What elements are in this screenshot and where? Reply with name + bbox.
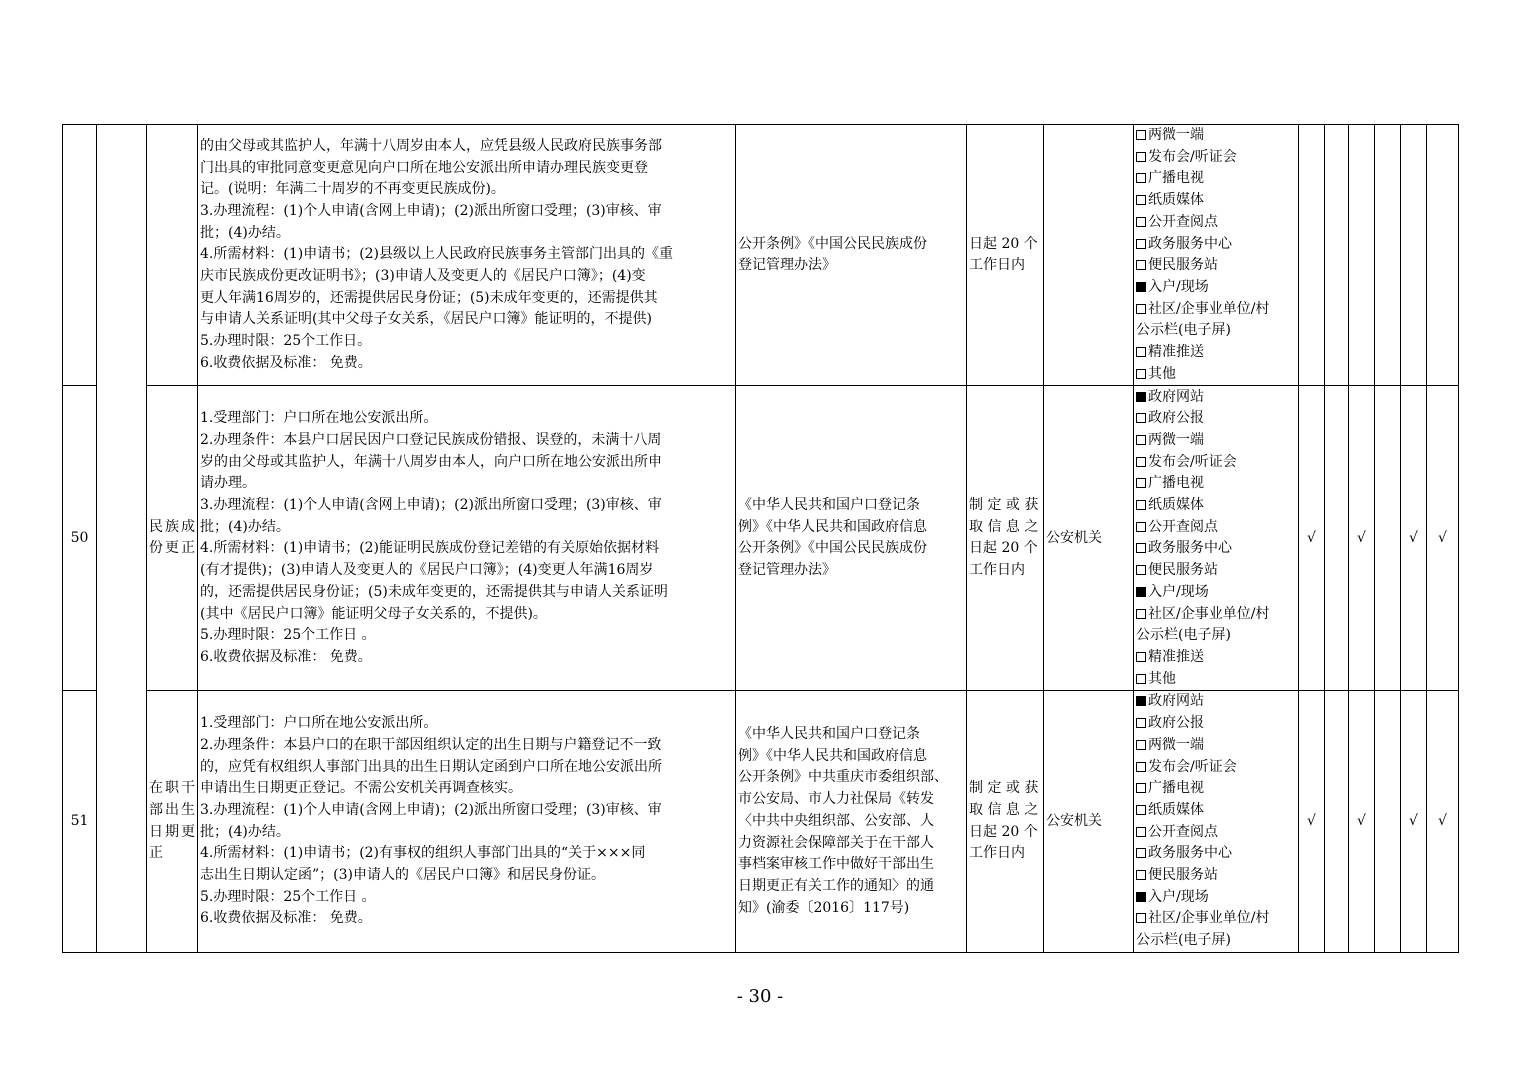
time-limit-line: 工作日内 bbox=[969, 562, 1025, 579]
content-line: 3.办理流程：(1)个人申请(含网上申请)；(2)派出所窗口受理；(3)审核、审 bbox=[200, 801, 662, 818]
channel-item bbox=[1136, 735, 1296, 757]
check-mark: √ bbox=[1357, 812, 1366, 829]
empty-box-icon bbox=[1136, 870, 1146, 880]
empty-box-icon bbox=[1136, 347, 1146, 357]
channel-label: 广播电视 bbox=[1148, 475, 1204, 492]
mark-cell bbox=[1299, 691, 1325, 952]
channel-label: 发布会/听证会 bbox=[1148, 453, 1237, 470]
channel-label: 政府网站 bbox=[1148, 693, 1204, 710]
basis-line: 例》《中华人民共和国政府信息 bbox=[738, 747, 927, 764]
empty-box-icon bbox=[1136, 173, 1146, 183]
channel-item bbox=[1136, 604, 1296, 626]
channel-label: 发布会/听证会 bbox=[1148, 758, 1237, 775]
subject: 公安机关 bbox=[1046, 529, 1102, 546]
mark-cell bbox=[1401, 691, 1427, 952]
channel-item bbox=[1136, 408, 1296, 430]
content-line: 的由父母或其监护人，年满十八周岁由本人，应凭县级人民政府民族事务部 bbox=[200, 137, 662, 154]
basis-line: 公开条例》中共重庆市委组织部、 bbox=[738, 769, 948, 786]
channel-item bbox=[1136, 908, 1296, 930]
table-row bbox=[63, 691, 1459, 952]
page-number: - 30 - bbox=[736, 986, 784, 1007]
channel-label: 便民服务站 bbox=[1148, 562, 1218, 579]
content-line: 的，还需提供居民身份证；(5)未成年变更的，还需提供其与申请人关系证明 bbox=[200, 583, 668, 600]
content-cell bbox=[198, 386, 736, 691]
channel-item bbox=[1136, 452, 1296, 474]
mark-cell bbox=[1299, 386, 1325, 691]
item-number-cell bbox=[63, 386, 97, 691]
content-line: 4.所需材料：(1)申请书；(2)能证明民族成份登记差错的有关原始依据材料 bbox=[200, 540, 660, 557]
channel-label: 广播电视 bbox=[1148, 170, 1204, 187]
channel-label: 其他 bbox=[1148, 670, 1176, 687]
time-limit-line: 取 信 息 之 bbox=[969, 518, 1039, 535]
disclosure-table bbox=[62, 124, 1459, 953]
check-mark: √ bbox=[1307, 529, 1316, 546]
content-cell bbox=[198, 125, 736, 386]
content-line: 5.办理时限：25个工作日 。 bbox=[200, 627, 376, 644]
checked-box-icon bbox=[1136, 696, 1146, 706]
empty-box-icon bbox=[1136, 457, 1146, 467]
basis-line: 登记管理办法》 bbox=[738, 562, 836, 579]
empty-box-icon bbox=[1136, 239, 1146, 249]
channel-item bbox=[1136, 387, 1296, 409]
channel-label: 两微一端 bbox=[1148, 431, 1204, 448]
mark-cell bbox=[1299, 125, 1325, 386]
basis-line: 日期更正有关工作的通知〉的通 bbox=[738, 877, 934, 894]
empty-box-icon bbox=[1136, 848, 1146, 858]
channels-cell bbox=[1134, 386, 1299, 691]
channel-label: 社区/企事业单位/村 bbox=[1148, 300, 1270, 317]
channel-label-cont: 公示栏(电子屏) bbox=[1136, 932, 1231, 949]
channel-item bbox=[1136, 822, 1296, 844]
channel-item bbox=[1136, 342, 1296, 364]
channel-label: 两微一端 bbox=[1148, 736, 1204, 753]
channel-item bbox=[1136, 364, 1296, 386]
channel-label: 广播电视 bbox=[1148, 780, 1204, 797]
item-name-cell bbox=[147, 386, 198, 691]
channel-label: 政府公报 bbox=[1148, 715, 1204, 732]
empty-box-icon bbox=[1136, 718, 1146, 728]
empty-box-icon bbox=[1136, 609, 1146, 619]
channel-label: 精准推送 bbox=[1148, 344, 1204, 361]
content-line: 记。(说明：年满二十周岁的不再变更民族成份)。 bbox=[200, 181, 505, 198]
channel-item bbox=[1136, 800, 1296, 822]
checked-box-icon bbox=[1136, 587, 1146, 597]
content-line: 3.办理流程：(1)个人申请(含网上申请)；(2)派出所窗口受理；(3)审核、审 bbox=[200, 497, 662, 514]
mark-cell bbox=[1375, 386, 1401, 691]
mark-cell bbox=[1349, 691, 1375, 952]
check-mark: √ bbox=[1357, 529, 1366, 546]
content-line: (其中《居民户口簿》能证明父母子女关系的，不提供)。 bbox=[200, 605, 547, 622]
subject-cell bbox=[1044, 125, 1134, 386]
content-line: 申请出生日期更正登记。不需公安机关再调查核实。 bbox=[200, 780, 522, 797]
channel-item bbox=[1136, 843, 1296, 865]
content-line: 批；(4)办结。 bbox=[200, 518, 290, 535]
basis-cell bbox=[736, 691, 967, 952]
empty-box-icon bbox=[1136, 740, 1146, 750]
mark-cell bbox=[1427, 386, 1459, 691]
channel-item bbox=[1136, 778, 1296, 800]
channel-label: 入户/现场 bbox=[1148, 888, 1209, 905]
channel-item bbox=[1136, 669, 1296, 691]
empty-box-icon bbox=[1136, 543, 1146, 553]
time-limit-line: 日起 20 个 bbox=[969, 235, 1038, 252]
content-cell bbox=[198, 691, 736, 952]
channel-label: 政务服务中心 bbox=[1148, 845, 1232, 862]
channel-label: 公开查阅点 bbox=[1148, 823, 1218, 840]
content-line: 6.收费依据及标准： 免费。 bbox=[200, 910, 372, 927]
content-line: 的，应凭有权组织人事部门出具的出生日期认定函到户口所在地公安派出所 bbox=[200, 758, 662, 775]
basis-line: 〈中共中央组织部、公安部、人 bbox=[738, 812, 934, 829]
content-line: 4.所需材料：(1)申请书；(2)有事权的组织人事部门出具的“关于×××同 bbox=[200, 845, 646, 862]
channel-label: 社区/企事业单位/村 bbox=[1148, 910, 1270, 927]
channel-label-cont: 公示栏(电子屏) bbox=[1136, 322, 1231, 339]
checked-box-icon bbox=[1136, 892, 1146, 902]
content-line: 与申请人关系证明(其中父母子女关系，《居民户口簿》能证明的，不提供) bbox=[200, 311, 652, 328]
basis-cell bbox=[736, 125, 967, 386]
checked-box-icon bbox=[1136, 282, 1146, 292]
channel-item bbox=[1136, 234, 1296, 256]
channel-label: 便民服务站 bbox=[1148, 257, 1218, 274]
subject-cell bbox=[1044, 691, 1134, 952]
basis-line: 《中华人民共和国户口登记条 bbox=[738, 497, 920, 514]
content-line: 5.办理时限：25个工作日。 bbox=[200, 333, 372, 350]
channel-label: 纸质媒体 bbox=[1148, 497, 1204, 514]
empty-box-icon bbox=[1136, 413, 1146, 423]
basis-line: 公开条例》《中国公民民族成份 bbox=[738, 540, 927, 557]
mark-cell bbox=[1325, 691, 1349, 952]
item-name-cell bbox=[147, 125, 198, 386]
channels-cell bbox=[1134, 125, 1299, 386]
empty-box-icon bbox=[1136, 130, 1146, 140]
channel-label: 入户/现场 bbox=[1148, 583, 1209, 600]
time-limit-line: 制 定 或 获 bbox=[969, 497, 1039, 514]
basis-line: 公开条例》《中国公民民族成份 bbox=[738, 235, 927, 252]
channel-label: 社区/企事业单位/村 bbox=[1148, 605, 1270, 622]
channel-label: 政务服务中心 bbox=[1148, 235, 1232, 252]
channel-item bbox=[1136, 757, 1296, 779]
category-cell bbox=[97, 125, 147, 953]
channel-item bbox=[1136, 125, 1296, 147]
basis-line: 知》(渝委〔2016〕117号) bbox=[738, 899, 910, 916]
channel-item bbox=[1136, 277, 1296, 299]
empty-box-icon bbox=[1136, 304, 1146, 314]
subject: 公安机关 bbox=[1046, 812, 1102, 829]
empty-box-icon bbox=[1136, 827, 1146, 837]
check-mark: √ bbox=[1409, 812, 1418, 829]
empty-box-icon bbox=[1136, 783, 1146, 793]
channel-label: 纸质媒体 bbox=[1148, 192, 1204, 209]
item-number-cell bbox=[63, 125, 97, 386]
mark-cell bbox=[1401, 386, 1427, 691]
time-limit-cell bbox=[967, 386, 1044, 691]
empty-box-icon bbox=[1136, 195, 1146, 205]
channel-label: 精准推送 bbox=[1148, 648, 1204, 665]
basis-cell bbox=[736, 386, 967, 691]
content-line: 批；(4)办结。 bbox=[200, 823, 290, 840]
channels-cell bbox=[1134, 691, 1299, 952]
item-number: 50 bbox=[70, 529, 89, 546]
channel-label: 政务服务中心 bbox=[1148, 540, 1232, 557]
channel-label: 公开查阅点 bbox=[1148, 213, 1218, 230]
content-line: 6.收费依据及标准： 免费。 bbox=[200, 648, 372, 665]
channel-label-cont: 公示栏(电子屏) bbox=[1136, 627, 1231, 644]
channel-label: 发布会/听证会 bbox=[1148, 148, 1237, 165]
mark-cell bbox=[1427, 125, 1459, 386]
channel-label: 纸质媒体 bbox=[1148, 801, 1204, 818]
content-line: 3.办理流程：(1)个人申请(含网上申请)；(2)派出所窗口受理；(3)审核、审 bbox=[200, 202, 662, 219]
content-line: 1.受理部门：户口所在地公安派出所。 bbox=[200, 410, 438, 427]
content-line: 6.收费依据及标准： 免费。 bbox=[200, 354, 372, 371]
basis-line: 市公安局、市人力社保局《转发 bbox=[738, 791, 934, 808]
empty-box-icon bbox=[1136, 805, 1146, 815]
empty-box-icon bbox=[1136, 217, 1146, 227]
content-line: 2.办理条件：本县户口居民因户口登记民族成份错报、误登的，未满十八周 bbox=[200, 431, 662, 448]
empty-box-icon bbox=[1136, 369, 1146, 379]
channel-item bbox=[1136, 255, 1296, 277]
time-limit-line: 取 信 息 之 bbox=[969, 801, 1039, 818]
empty-box-icon bbox=[1136, 500, 1146, 510]
content-line: 1.受理部门：户口所在地公安派出所。 bbox=[200, 715, 438, 732]
channel-item bbox=[1136, 887, 1296, 909]
channel-item bbox=[1136, 713, 1296, 735]
empty-box-icon bbox=[1136, 260, 1146, 270]
mark-cell bbox=[1427, 691, 1459, 952]
channel-label: 入户/现场 bbox=[1148, 278, 1209, 295]
mark-cell bbox=[1375, 125, 1401, 386]
mark-cell bbox=[1375, 691, 1401, 952]
content-line: 庆市民族成份更改证明书》；(3)申请人及变更人的《居民户口簿》；(4)变 bbox=[200, 268, 646, 285]
content-line: 岁的由父母或其监护人，年满十八周岁由本人，向户口所在地公安派出所申 bbox=[200, 453, 662, 470]
table-body bbox=[63, 125, 1459, 953]
content-line: (有才提供)；(3)申请人及变更人的《居民户口簿》；(4)变更人年满16周岁 bbox=[200, 562, 654, 579]
mark-cell bbox=[1325, 125, 1349, 386]
checked-box-icon bbox=[1136, 392, 1146, 402]
content-line: 门出具的审批同意变更意见向户口所在地公安派出所申请办理民族变更登 bbox=[200, 159, 648, 176]
channel-item bbox=[1136, 517, 1296, 539]
item-name: 民族成份更正 bbox=[149, 518, 195, 557]
basis-line: 力资源社会保障部关于在干部人 bbox=[738, 834, 934, 851]
time-limit-cell bbox=[967, 125, 1044, 386]
mark-cell bbox=[1401, 125, 1427, 386]
content-line: 4.所需材料：(1)申请书；(2)县级以上人民政府民族事务主管部门出具的《重 bbox=[200, 246, 674, 263]
subject-cell bbox=[1044, 386, 1134, 691]
item-name: 在职干部出生日期更正 bbox=[149, 780, 195, 862]
channel-item bbox=[1136, 190, 1296, 212]
channel-item bbox=[1136, 647, 1296, 669]
content-line: 更人年满16周岁的，还需提供居民身份证；(5)未成年变更的，还需提供其 bbox=[200, 289, 658, 306]
empty-box-icon bbox=[1136, 762, 1146, 772]
channel-item bbox=[1136, 691, 1296, 713]
channel-item bbox=[1136, 538, 1296, 560]
time-limit-line: 日起 20 个 bbox=[969, 823, 1038, 840]
basis-line: 例》《中华人民共和国政府信息 bbox=[738, 518, 927, 535]
item-number-cell bbox=[63, 691, 97, 952]
channel-item bbox=[1136, 582, 1296, 604]
content-line: 5.办理时限：25个工作日 。 bbox=[200, 888, 376, 905]
item-name-cell bbox=[147, 691, 198, 952]
empty-box-icon bbox=[1136, 565, 1146, 575]
check-mark: √ bbox=[1409, 529, 1418, 546]
check-mark: √ bbox=[1438, 529, 1447, 546]
channel-label: 其他 bbox=[1148, 365, 1176, 382]
channel-item bbox=[1136, 865, 1296, 887]
channel-label: 便民服务站 bbox=[1148, 867, 1218, 884]
channel-item bbox=[1136, 212, 1296, 234]
basis-line: 登记管理办法》 bbox=[738, 257, 836, 274]
time-limit-line: 工作日内 bbox=[969, 845, 1025, 862]
check-mark: √ bbox=[1438, 812, 1447, 829]
channel-item bbox=[1136, 430, 1296, 452]
empty-box-icon bbox=[1136, 652, 1146, 662]
mark-cell bbox=[1325, 386, 1349, 691]
channel-item bbox=[1136, 495, 1296, 517]
channel-item bbox=[1136, 147, 1296, 169]
empty-box-icon bbox=[1136, 913, 1146, 923]
channel-item bbox=[1136, 560, 1296, 582]
empty-box-icon bbox=[1136, 522, 1146, 532]
basis-line: 事档案审核工作中做好干部出生 bbox=[738, 856, 934, 873]
mark-cell bbox=[1349, 125, 1375, 386]
channel-item bbox=[1136, 473, 1296, 495]
time-limit-line: 日起 20 个 bbox=[969, 540, 1038, 557]
table-row bbox=[63, 125, 1459, 386]
channel-label: 政府网站 bbox=[1148, 388, 1204, 405]
channel-item bbox=[1136, 299, 1296, 321]
mark-cell bbox=[1349, 386, 1375, 691]
empty-box-icon bbox=[1136, 674, 1146, 684]
item-number: 51 bbox=[70, 812, 89, 829]
check-mark: √ bbox=[1307, 812, 1316, 829]
table-row bbox=[63, 386, 1459, 691]
time-limit-line: 制 定 或 获 bbox=[969, 780, 1039, 797]
content-line: 请办理。 bbox=[200, 475, 256, 492]
content-line: 批；(4)办结。 bbox=[200, 224, 290, 241]
content-line: 志出生日期认定函”；(3)申请人的《居民户口簿》和居民身份证。 bbox=[200, 867, 605, 884]
channel-label: 两微一端 bbox=[1148, 127, 1204, 143]
time-limit-cell bbox=[967, 691, 1044, 952]
basis-line: 《中华人民共和国户口登记条 bbox=[738, 725, 920, 742]
content-line: 2.办理条件：本县户口的在职干部因组织认定的出生日期与户籍登记不一致 bbox=[200, 736, 662, 753]
channel-label: 政府公报 bbox=[1148, 410, 1204, 427]
empty-box-icon bbox=[1136, 478, 1146, 488]
channel-item bbox=[1136, 168, 1296, 190]
channel-label: 公开查阅点 bbox=[1148, 518, 1218, 535]
empty-box-icon bbox=[1136, 152, 1146, 162]
empty-box-icon bbox=[1136, 435, 1146, 445]
time-limit-line: 工作日内 bbox=[969, 257, 1025, 274]
